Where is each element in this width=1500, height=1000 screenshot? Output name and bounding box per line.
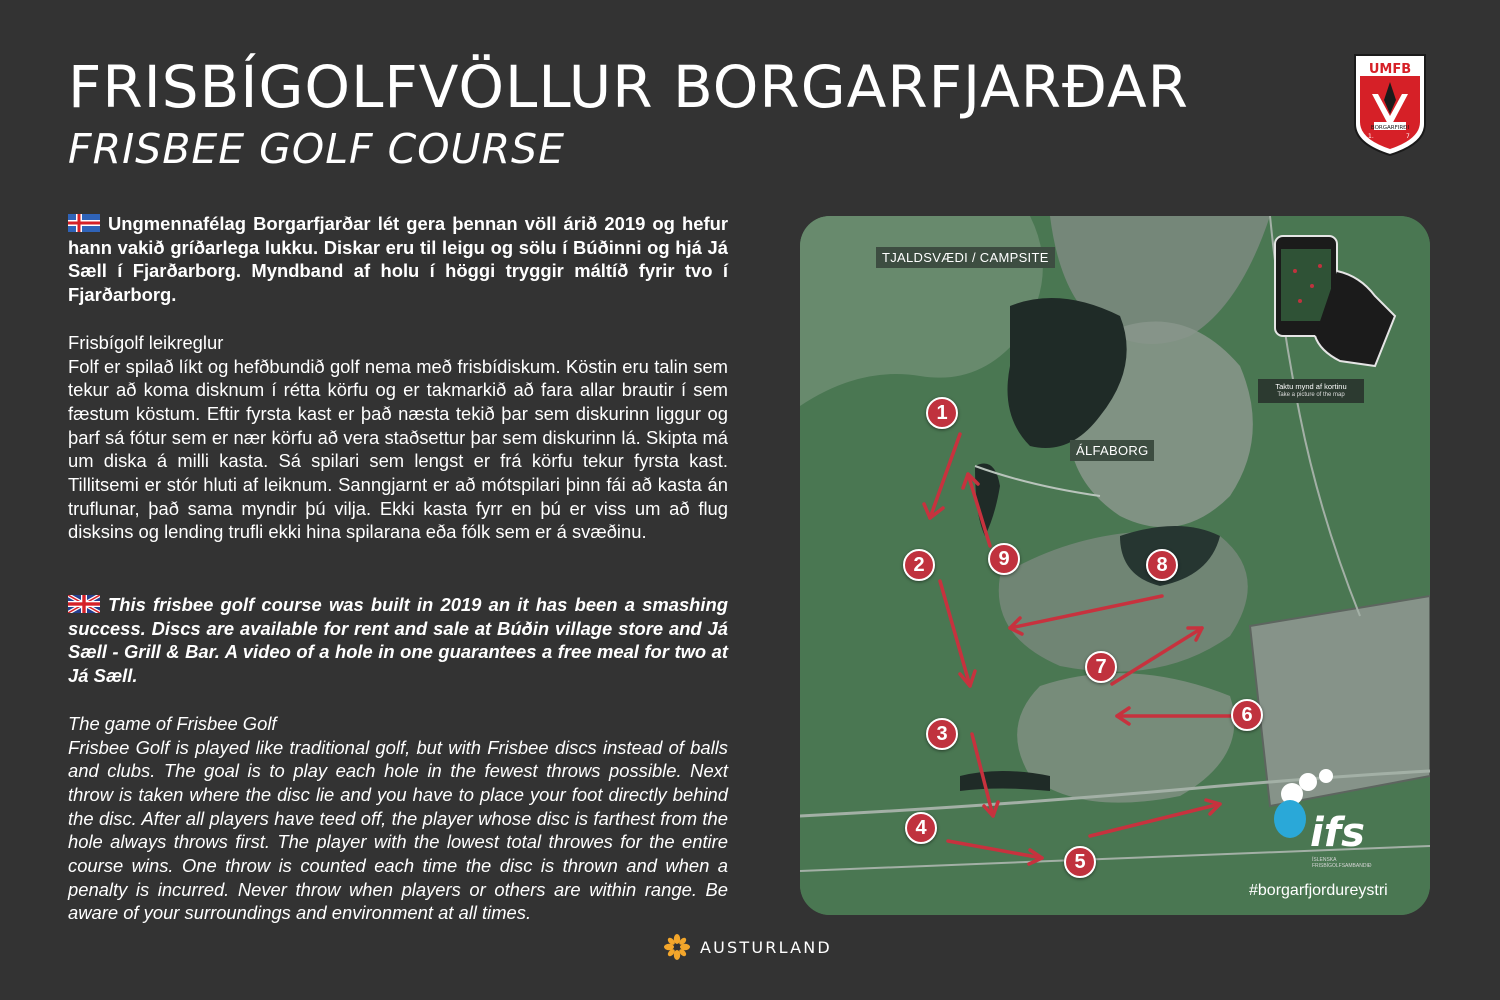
hole-marker-8: 8	[1146, 549, 1178, 581]
austurland-text: AUSTURLAND	[700, 937, 832, 957]
icelandic-rules-heading: Frisbígolf leikreglur	[68, 331, 224, 353]
umfb-crest-logo	[1352, 52, 1428, 158]
ifs-subtext: ÍSLENSKA FRISBÍGOLFSAMBANDIÐ	[1312, 857, 1372, 869]
hashtag: #borgarfjordureystri	[1249, 882, 1388, 899]
uk-flag-icon	[68, 595, 100, 613]
hole-marker-9: 9	[988, 543, 1020, 575]
page-title: FRISBÍGOLFVÖLLUR BORGARFJARÐAR	[68, 53, 1189, 121]
phone-caption	[1258, 379, 1364, 403]
austurland-flower-icon	[664, 934, 690, 960]
icelandic-text-block	[68, 212, 728, 544]
svg-text:UMFB: UMFB	[1368, 62, 1412, 77]
svg-text:1.: 1.	[1368, 133, 1374, 140]
hole-marker-2: 2	[903, 549, 935, 581]
icelandic-rules-text: Folf er spilað líkt og hefðbundið golf nema með frisbídiskum. Köstin eru talin sem tekur að koma disknum í rétta körfu og er takmarkið að fara allar brautir í sem fæstum köstum. Eftir fyrsta kast er það næsta tekið þar sem diskurinn liggur og þarf sá fótur sem er nær körfu að vera staðsettur þar sem diskurinn lá. Skipta má um diska á milli kasta. Sá spilari sem lengst er frá körfu tekur fyrsta kast. Tillitsemi er stór hluti af leiknum. Sanngjarnt er að mótspilari þinn fái að kasta án truflunar, það sama myndir þú vilja. Ekki kasta fyrr en þú er viss um að flug disksins og lending trufli ekki hina spilarana eða fólk sem er á svæðinu.	[68, 355, 728, 543]
hole-marker-7: 7	[1085, 651, 1117, 683]
english-text-block	[68, 593, 728, 925]
page-subtitle: FRISBEE GOLF COURSE	[68, 125, 565, 173]
hole-marker-5: 5	[1064, 846, 1096, 878]
iceland-flag-icon	[68, 214, 100, 232]
hole-marker-6: 6	[1231, 699, 1263, 731]
hole-marker-4: 4	[905, 812, 937, 844]
footer-logo	[664, 933, 832, 961]
english-rules-text: Frisbee Golf is played like traditional golf, but with Frisbee discs instead of balls and clubs. The goal is to play each hole in the fewest throws possible. Next throw is taken where the disc lie and you have to place your foot directly behind the disc. After all players have teed off, the player whose disc is farthest from the hole always throws first. The player with the lowest total throwes for the entire course wins. One throw is counted each time the disc is thrown and when a penalty is incurred. Never throw when players or others are within range. Be aware of your surroundings and environment at all times.	[68, 736, 728, 924]
alfaborg-label: ÁLFABORG	[1070, 440, 1154, 461]
icelandic-intro: Ungmennafélag Borgarfjarðar lét gera þennan völl árið 2019 og hefur hann vakið gríðarlega lukku. Diskar eru til leigu og sölu í Búðinni og hjá Já Sæll í Fjarðarborg. Myndband af holu í höggi tryggir máltíð fyrir tvo í Fjarðarborg.	[68, 213, 728, 306]
svg-text:7: 7	[1406, 133, 1410, 140]
hole-marker-3: 3	[926, 718, 958, 750]
campsite-label: TJALDSVÆDI / CAMPSITE	[876, 247, 1055, 268]
english-rules-heading: The game of Frisbee Golf	[68, 712, 277, 734]
phone-caption-is: Taktu mynd af kortinu	[1275, 382, 1347, 391]
map-terrain	[800, 216, 1430, 915]
course-map	[800, 216, 1430, 915]
svg-text:ifs: ifs	[1310, 810, 1365, 856]
phone-caption-en: Take a picture of the map	[1277, 392, 1345, 398]
svg-text:BORGARFIRÐI: BORGARFIRÐI	[1370, 125, 1410, 131]
english-intro: This frisbee golf course was built in 2019 an it has been a smashing success. Discs are available for rent and sale at Búðin village store and Já Sæll - Grill & Bar. A video of a hole in one guarantees a free meal for two at Já Sæll.	[68, 594, 728, 687]
hole-marker-1: 1	[926, 397, 958, 429]
